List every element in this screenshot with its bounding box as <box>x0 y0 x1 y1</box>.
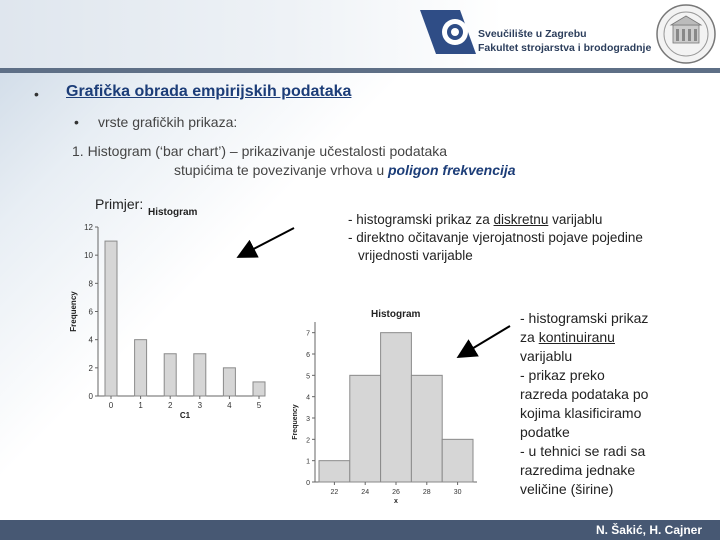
chart1-ytick-label: 10 <box>84 251 93 261</box>
chart2-xtick-label: 28 <box>422 489 431 496</box>
chart1-ytick-label: 12 <box>84 223 93 232</box>
sub-bullet: • <box>74 114 79 130</box>
chart1-xtick-label: 4 <box>227 401 232 410</box>
chart2-ytick-label: 6 <box>306 352 310 359</box>
continuous-note-l1: - histogramski prikaz <box>520 310 649 326</box>
chart1-ytick-label: 6 <box>88 307 93 317</box>
continuous-note-l6: kojima klasificiramo <box>520 405 642 421</box>
continuous-note-l8: - u tehnici se radi sa <box>520 443 646 459</box>
list-item-1-line1: 1. Histogram (‘bar chart’) – prikazivanje učestalosti podataka <box>72 143 448 159</box>
footer-bar <box>0 520 720 540</box>
chart1-xtick-label: 0 <box>108 401 114 410</box>
chart1-title: Histogram <box>148 207 198 218</box>
chart1-xtick-label: 5 <box>256 401 262 410</box>
chart2-ytick-label: 7 <box>306 330 310 338</box>
chart1-xtick-label: 1 <box>138 401 143 410</box>
discrete-note-pre: - histogramski prikaz za <box>348 212 494 227</box>
chart2-ytick-label: 4 <box>306 394 310 402</box>
polygon-term: poligon frekvencija <box>388 162 516 178</box>
discrete-note-post: varijablu <box>548 212 603 227</box>
chart1-ytick-label: 2 <box>88 363 93 373</box>
discrete-note-line3: vrijednosti varijable <box>358 248 473 263</box>
chart2-ylabel: Frequency <box>292 404 299 440</box>
continuous-term: kontinuiranu <box>538 329 615 345</box>
chart1-xlabel: C1 <box>179 411 191 420</box>
discrete-note-line2: - direktno očitavanje vjerojatnosti pojave pojedine <box>348 230 643 245</box>
chart1-xtick-label: 2 <box>167 401 173 410</box>
faculty-name: Fakultet strojarstva i brodogradnje <box>478 42 652 54</box>
footer-authors: N. Šakić, H. Cajner <box>595 523 702 537</box>
list-item-1-text: stupićima te povezivanje vrhova u <box>174 162 388 178</box>
chart2-xtick-label: 22 <box>330 489 339 496</box>
continuous-note-pre: za <box>520 329 539 345</box>
continuous-note-l3: varijablu <box>520 348 573 364</box>
chart2-xlabel: x <box>394 498 398 505</box>
continuous-note-l4: - prikaz preko <box>520 367 605 383</box>
chart1-ytick-label: 0 <box>88 392 93 401</box>
slide-title: Grafička obrada empirijskih podataka <box>66 83 352 100</box>
chart2-xtick-label: 30 <box>453 489 462 496</box>
university-name: Sveučilište u Zagrebu <box>478 28 587 40</box>
chart2-title: Histogram <box>371 309 421 320</box>
chart1-xtick-label: 3 <box>197 401 203 410</box>
chart1-ylabel: Frequency <box>69 291 78 332</box>
chart2-ytick-label: 5 <box>306 373 310 381</box>
chart1-ytick-label: 4 <box>88 335 93 345</box>
arrow-to-continuous-chart <box>460 326 510 356</box>
chart2-ytick-label: 1 <box>306 458 310 466</box>
main-bullet: • <box>34 86 39 102</box>
continuous-note-l5: razreda podataka po <box>520 386 649 402</box>
chart2-ytick-label: 0 <box>306 480 310 487</box>
example-label: Primjer: <box>95 196 144 212</box>
continuous-note-l9: razredima jednake <box>520 462 636 478</box>
discrete-term: diskretnu <box>493 212 549 227</box>
arrow-to-discrete-chart <box>240 228 294 256</box>
chart2-xtick-label: 26 <box>392 489 400 496</box>
continuous-note-l7: podatke <box>520 424 570 440</box>
chart2-xtick-label: 24 <box>361 489 370 496</box>
chart2-ytick-label: 3 <box>306 416 310 423</box>
chart1-ytick-label: 8 <box>88 279 93 289</box>
chart2-ytick-label: 2 <box>306 437 310 445</box>
sub-bullet-text: vrste grafičkih prikaza: <box>98 114 238 130</box>
continuous-note-l10: veličine (širine) <box>520 481 614 497</box>
